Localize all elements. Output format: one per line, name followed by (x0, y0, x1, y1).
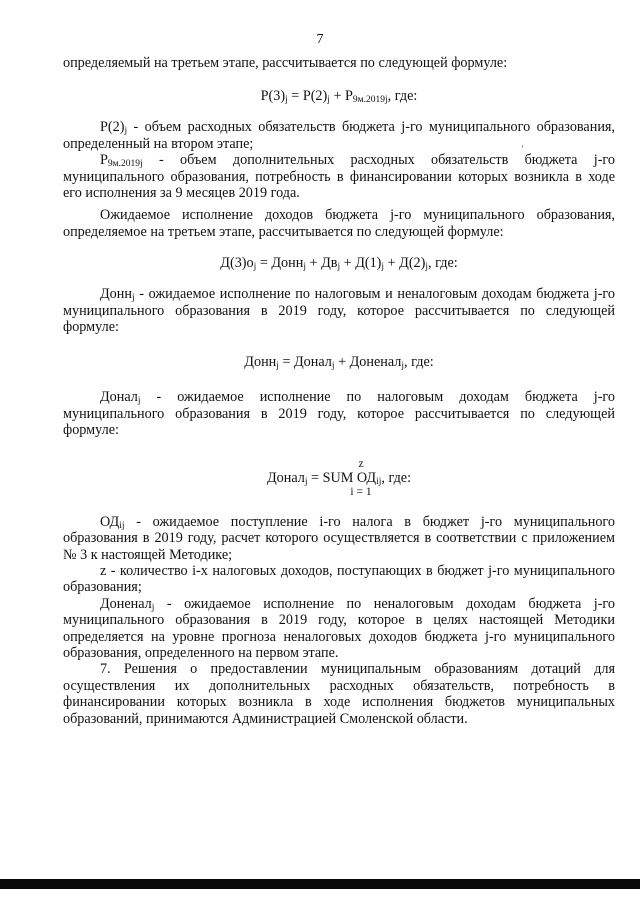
sum-lower-limit: i = 1 (350, 485, 372, 498)
formula-subscript: j (327, 95, 330, 106)
formula-p3 (63, 87, 615, 105)
formula-subscript: j (425, 262, 429, 273)
formula-subscript: j (151, 602, 155, 613)
formula-term: Донн (244, 354, 277, 371)
formula-subscript: j (285, 95, 288, 106)
definition-donenal (63, 596, 615, 662)
definition-symbol: Донал (100, 389, 138, 406)
definition-donal (63, 389, 615, 438)
formula-term: + Д(1) (340, 255, 382, 272)
formula-term: = Р(2) (287, 88, 328, 105)
formula-tail: , где: (387, 88, 418, 105)
scan-edge-bar (0, 879, 640, 889)
formula-term: + Д(2) (384, 255, 426, 272)
formula-subscript: 9м.2019j (107, 159, 143, 170)
definition-symbol: Донн (100, 286, 132, 303)
formula-subscript: j (137, 396, 141, 407)
paragraph-income: Ожидаемое исполнение доходов бюджета j-го муниципального образования, определяемое на третьем этапе, рассчитывается по следующей формуле: (63, 207, 615, 240)
sum-upper-limit: z (358, 457, 364, 470)
formula-sum (63, 457, 615, 500)
definition-symbol: Р(2) (100, 119, 125, 136)
definition-text: - ожидаемое исполнение по налоговым доходам бюджета j-го муниципального образования в 2019 году, которое рассчитывается по следующей формуле: (63, 389, 615, 439)
definition-od (63, 514, 615, 563)
definition-text: - ожидаемое поступление i-го налога в бюджет j-го муниципального образования в 2019 году, расчет которого осуществляется в соответствии с приложением № 3 к настоящей Методике; (63, 513, 615, 563)
formula-subscript: j (131, 293, 135, 304)
formula-subscript: ij (376, 476, 382, 487)
formula-tail: , где: (381, 469, 412, 486)
formula-term: = SUM ОД (307, 469, 377, 486)
formula-subscript: j (401, 361, 405, 372)
formula-subscript: 9м.2019j (352, 95, 388, 106)
formula-d3 (63, 254, 615, 272)
page-number: 7 (316, 32, 324, 47)
formula-subscript: j (337, 262, 341, 273)
paragraph-decision: 7. Решения о предоставлении муниципальным образованиям дотаций для осуществления их дополнительных расходных обязательств, потребность в финансировании которых возникла в ходе исполнения бюджетов муниципальных образований, принимаются Администрацией Смоленской области. (63, 661, 615, 727)
formula-subscript: ij (119, 520, 125, 531)
definition-p9m (63, 152, 615, 201)
page-body (63, 55, 615, 727)
stray-mark: ʼ (521, 144, 524, 154)
formula-term: = Донал (278, 354, 332, 371)
formula-tail: , где: (428, 255, 458, 272)
formula-term: + Доненал (334, 354, 402, 371)
definition-text: - ожидаемое исполнение по налоговым и неналоговым доходам бюджета j-го муниципального образования в 2019 году, которое рассчитывается по следующей формуле: (63, 286, 615, 336)
definition-text: - объем расходных обязательств бюджета j-го муниципального образования, определенный на втором этапе; (63, 119, 615, 152)
formula-donn (63, 353, 615, 371)
formula-subscript: j (253, 262, 257, 273)
formula-term: Донал (266, 469, 305, 486)
sum-stack (267, 457, 411, 499)
definition-symbol: ОД (100, 513, 120, 530)
formula-term: + Р (329, 88, 353, 105)
definition-text: - объем дополнительных расходных обязательств бюджета j-го муниципального образования, потребность в финансировании которых возникла в ходе его исполнения за 9 месяцев 2019 года. (63, 152, 615, 202)
formula-subscript: j (381, 262, 385, 273)
formula-subscript: j (304, 476, 308, 487)
formula-term: Д(3)о (220, 255, 254, 272)
definition-symbol: Р (100, 152, 108, 169)
formula-term: = Донн (256, 255, 304, 272)
formula-tail: , где: (404, 354, 434, 371)
definition-p2 (63, 119, 615, 152)
definition-text: - ожидаемое исполнение по неналоговым доходам бюджета j-го муниципального образования в 2019 году, которое в целях настоящей Методики определяется на уровне прогноза неналоговых доходов бюджета j-го муниципального образования, определенного на первом этапе. (63, 595, 615, 661)
formula-term: + Дв (305, 255, 338, 272)
formula-subscript: j (331, 361, 335, 372)
formula-subscript: j (303, 262, 306, 273)
formula-subscript: j (276, 361, 279, 372)
definition-donn (63, 286, 615, 335)
formula-subscript: j (124, 126, 128, 137)
formula-term: Р(3) (260, 88, 286, 105)
paragraph-intro: определяемый на третьем этапе, рассчитывается по следующей формуле: (63, 55, 508, 71)
definition-symbol: Доненал (100, 595, 152, 612)
definition-z: z - количество i-х налоговых доходов, поступающих в бюджет j-го муниципального образования; (63, 562, 615, 596)
